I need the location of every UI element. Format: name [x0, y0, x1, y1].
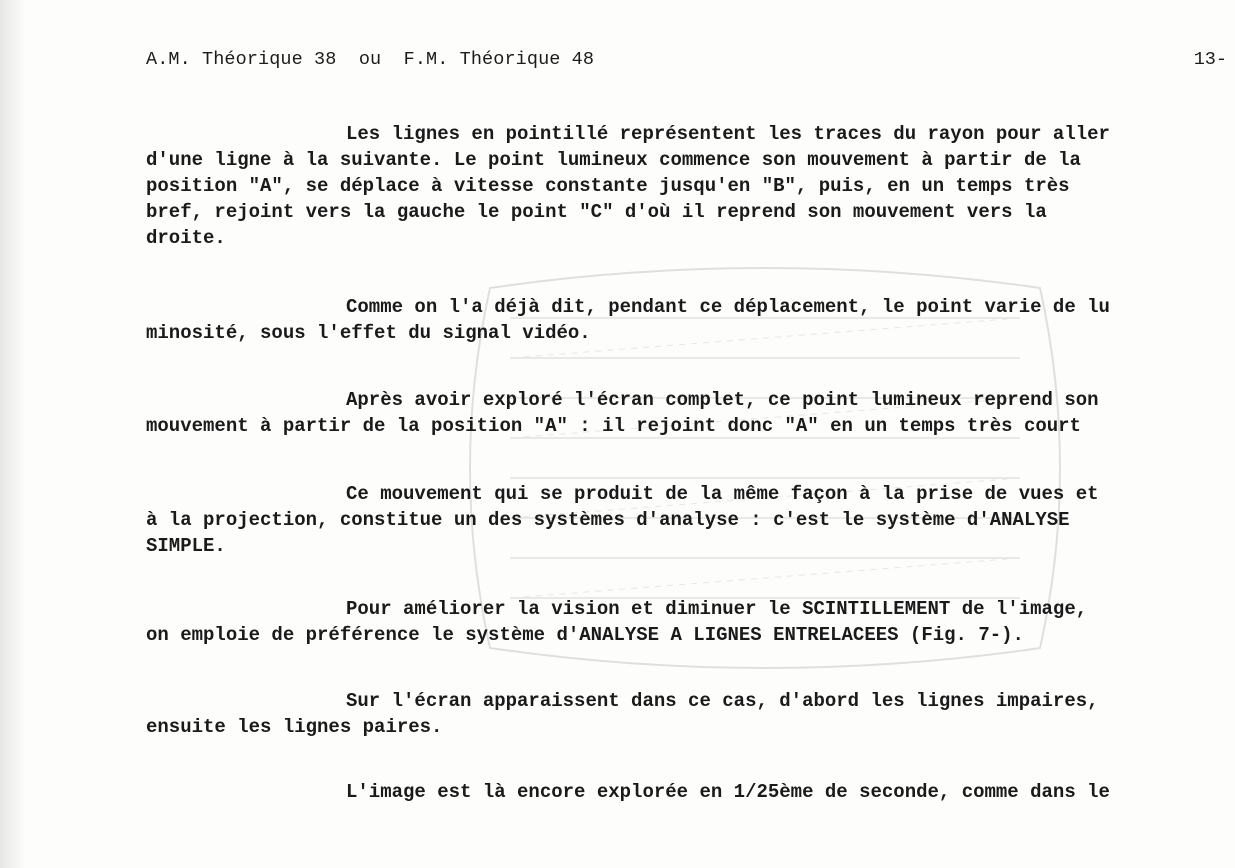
paragraph-luminosity — [146, 294, 1231, 346]
text-line: mouvement à partir de la position "A" : il rejoint donc "A" en un temps très court — [146, 415, 1081, 437]
text-line: Pour améliorer la vision et diminuer le SCINTILLEMENT de l'image, — [346, 598, 1088, 620]
text-line: d'une ligne à la suivante. Le point lumineux commence son mouvement à partir de la — [146, 149, 1081, 171]
text-line: L'image est là encore explorée en 1/25ème de seconde, comme dans le — [346, 781, 1110, 803]
text-line: Après avoir exploré l'écran complet, ce point lumineux reprend son — [346, 389, 1099, 411]
paragraph-return-to-a — [146, 387, 1231, 439]
paragraph-odd-even-lines — [146, 688, 1231, 740]
text-line: SIMPLE. — [146, 535, 226, 557]
text-line: Sur l'écran apparaissent dans ce cas, d'abord les lignes impaires, — [346, 690, 1099, 712]
text-line: ensuite les lignes paires. — [146, 716, 443, 738]
paragraph-simple-analysis — [146, 481, 1231, 559]
text-line: droite. — [146, 227, 226, 249]
page-number: 13- — [1193, 49, 1227, 70]
text-line: on emploie de préférence le système d'ANALYSE A LIGNES ENTRELACEES (Fig. 7-). — [146, 624, 1024, 646]
text-line: Ce mouvement qui se produit de la même façon à la prise de vues et — [346, 483, 1099, 505]
text-line: Comme on l'a déjà dit, pendant ce déplacement, le point varie de lu — [346, 296, 1110, 318]
text-line: position "A", se déplace à vitesse constante jusqu'en "B", puis, en un temps très — [146, 175, 1070, 197]
paragraph-frame-time — [146, 779, 1231, 805]
text-line: bref, rejoint vers la gauche le point "C" d'où il reprend son mouvement vers la — [146, 201, 1047, 223]
page-header-title: A.M. Théorique 38 ou F.M. Théorique 48 — [146, 49, 595, 70]
paragraph-scan-traces — [146, 121, 1231, 251]
text-line: Les lignes en pointillé représentent les traces du rayon pour aller — [346, 123, 1110, 145]
scan-edge-shadow — [0, 0, 26, 868]
paragraph-interlaced-analysis — [146, 596, 1231, 648]
text-line: minosité, sous l'effet du signal vidéo. — [146, 322, 591, 344]
text-line: à la projection, constitue un des systèmes d'analyse : c'est le système d'ANALYSE — [146, 509, 1070, 531]
